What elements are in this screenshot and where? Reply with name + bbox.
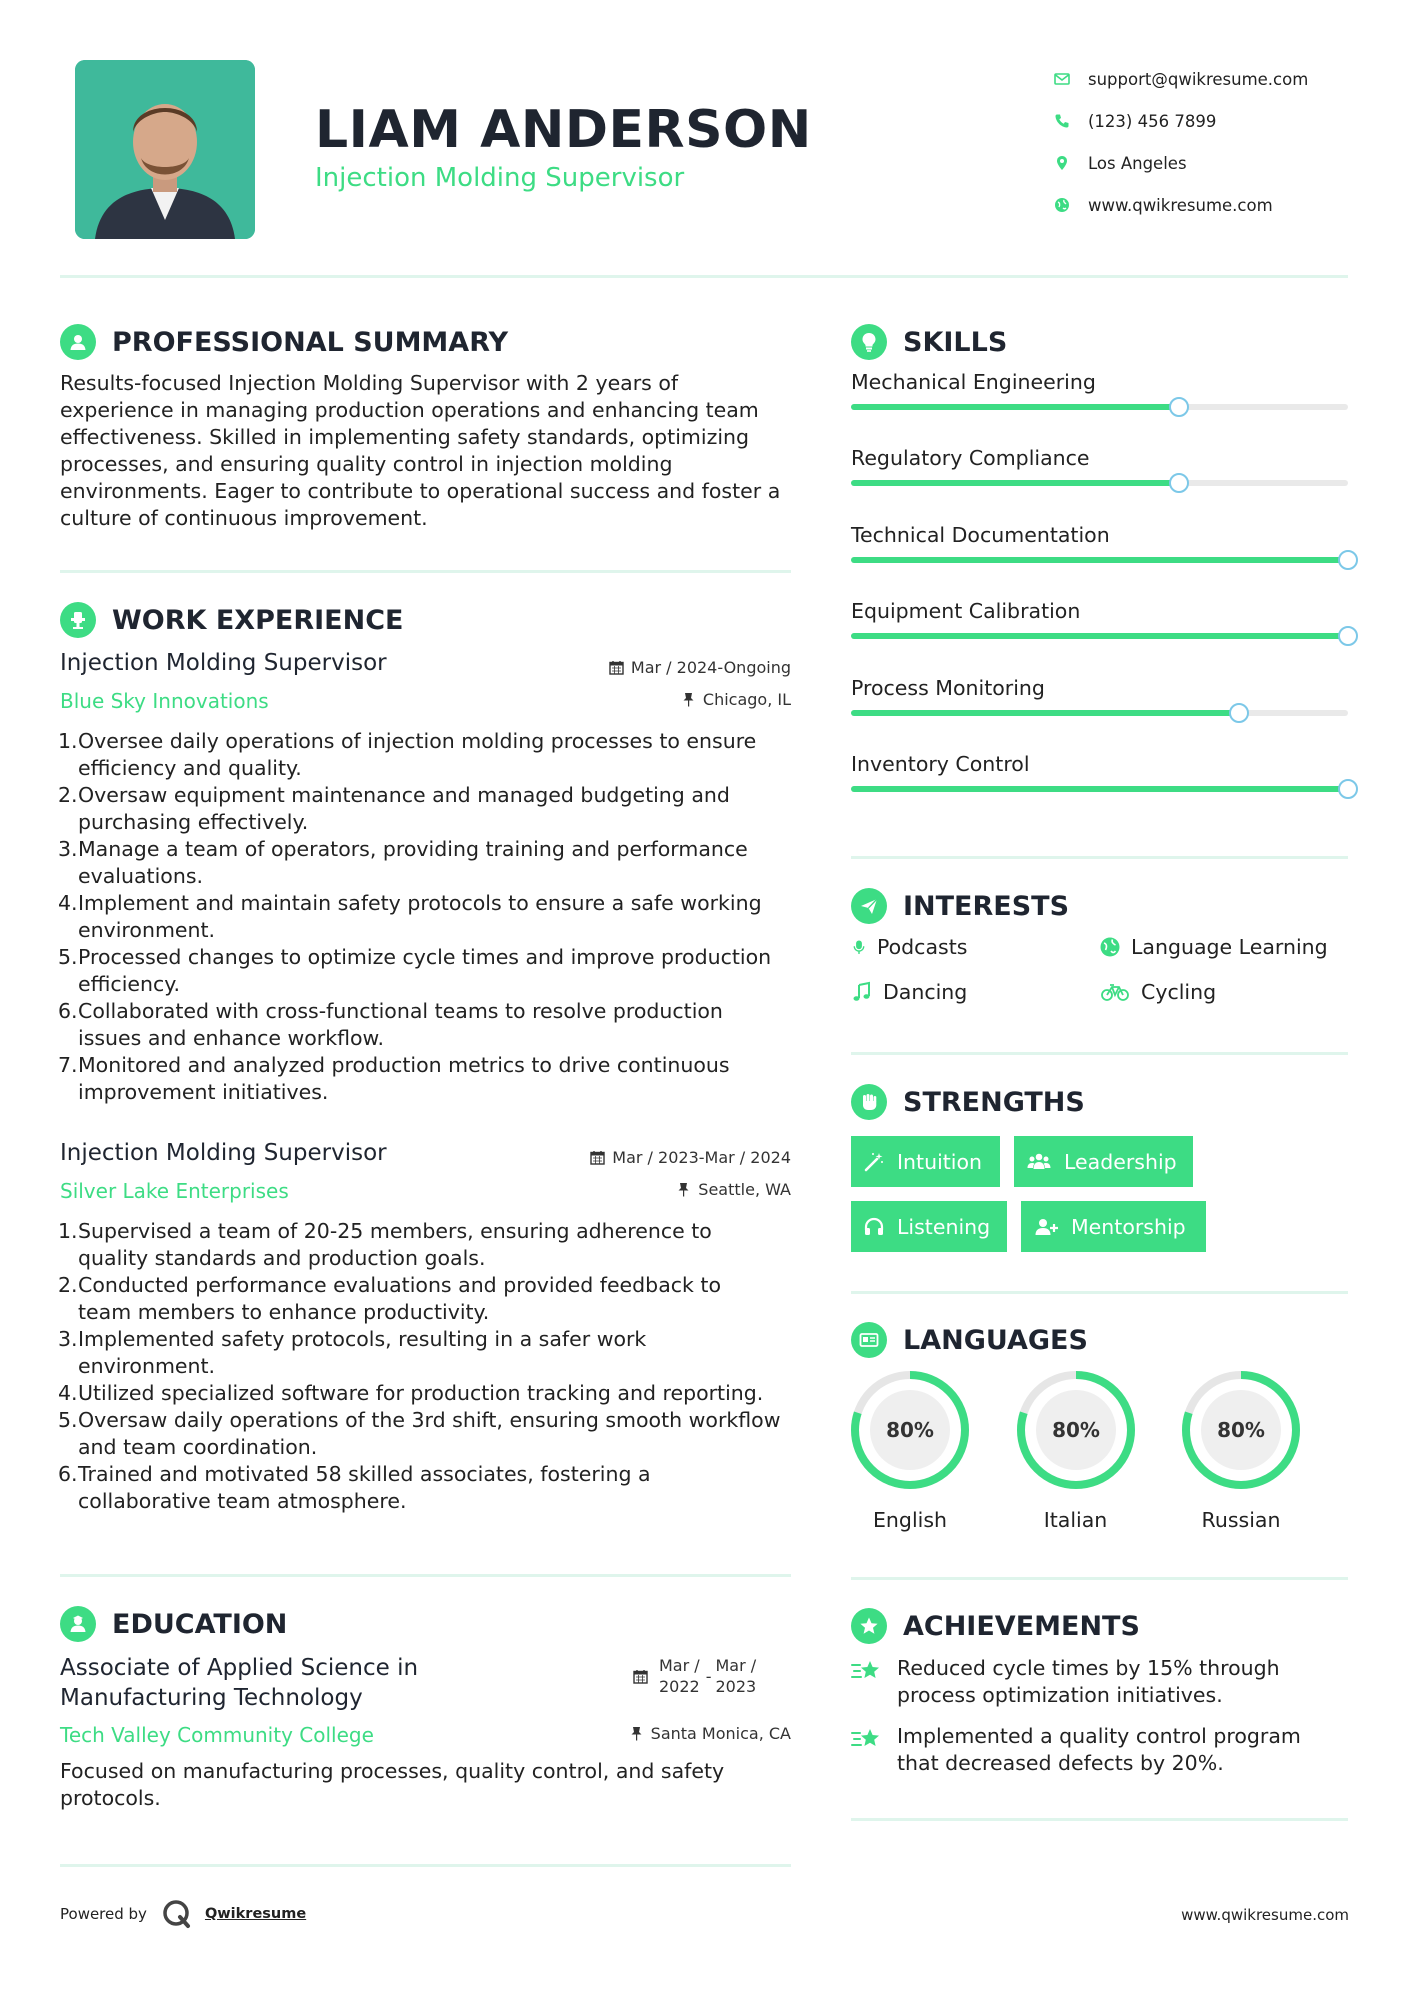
skill-track [851, 786, 1348, 792]
summary-text [60, 370, 800, 532]
user-plus-icon [1033, 1216, 1059, 1238]
interests-title: INTERESTS [903, 890, 1070, 922]
skill-slider-handle [1229, 703, 1249, 723]
language-name: Russian [1201, 1508, 1281, 1532]
contact-email[interactable] [1052, 58, 1372, 100]
job-1-date [609, 658, 791, 677]
gauge-label: 80% [1217, 1418, 1265, 1442]
strength-label: Mentorship [1071, 1214, 1186, 1239]
list-item: 1. Oversee daily operations of injection molding processes to ensure efficiency and quality. [58, 729, 757, 780]
pin-icon [676, 1182, 691, 1197]
language-item [1014, 1368, 1138, 1532]
job-1-title: Injection Molding Supervisor [60, 650, 387, 676]
calendar-icon [590, 1150, 605, 1165]
skill-label: Equipment Calibration [851, 599, 1081, 624]
pin-icon [629, 1726, 644, 1741]
work-divider [60, 1574, 791, 1577]
job-1-company: Blue Sky Innovations [60, 689, 269, 713]
list-item: 3. Implemented safety protocols, resulting in a safer work environment. [58, 1327, 647, 1378]
interests-heading [851, 888, 1069, 924]
microphone-icon [851, 936, 867, 958]
list-item: 2. Conducted performance evaluations and provided feedback to team members to enhance productivity. [58, 1273, 721, 1324]
id-card-icon [851, 1322, 887, 1358]
list-item: 6. Collaborated with cross-functional teams to resolve production issues and enhance workflow. [58, 999, 723, 1050]
summary-line: effectiveness. Skilled in implementing safety standards, optimizing [60, 425, 750, 449]
skill-fill [851, 786, 1348, 792]
profile-photo [75, 60, 255, 239]
skill-slider-handle [1169, 397, 1189, 417]
shooting-star-icon [851, 1657, 885, 1687]
education-date-start: Mar / 2022 [659, 1656, 700, 1696]
education-description: Focused on manufacturing processes, quality control, and safety protocols. [60, 1759, 725, 1810]
interest-language-learning [1099, 935, 1328, 959]
shooting-star-icon [851, 1725, 885, 1755]
pin-icon [681, 692, 696, 707]
strength-mentorship [1021, 1201, 1206, 1252]
skill-slider-handle [1338, 779, 1358, 799]
achievement-line: Reduced cycle times by 15% through [897, 1656, 1280, 1680]
list-item: 6. Trained and motivated 58 skilled associates, fostering a collaborative team atmosphere. [58, 1462, 651, 1513]
strength-label: Intuition [897, 1149, 983, 1174]
summary-line: processes, and ensuring quality control in injection molding [60, 452, 673, 476]
strengths-divider [851, 1291, 1348, 1294]
list-item: 3. Manage a team of operators, providing training and performance evaluations. [58, 837, 748, 888]
language-gauge [848, 1368, 972, 1492]
contact-list [1052, 58, 1372, 226]
contact-phone[interactable] [1052, 100, 1372, 142]
achievement-line: that decreased defects by 20%. [897, 1751, 1224, 1775]
footer-website[interactable]: www.qwikresume.com [1181, 1906, 1349, 1924]
list-item: 4. Implement and maintain safety protocols to ensure a safe working environment. [58, 891, 762, 942]
summary-line: Results-focused Injection Molding Supervisor with 2 years of [60, 371, 679, 395]
achievement-line: Implemented a quality control program [897, 1724, 1301, 1748]
calendar-icon [609, 660, 624, 675]
summary-divider [60, 570, 791, 573]
footer-powered-by [60, 1898, 306, 1930]
candidate-role: Injection Molding Supervisor [315, 163, 685, 193]
user-icon [60, 324, 96, 360]
list-item: 5. Oversaw daily operations of the 3rd shift, ensuring smooth workflow and team coordination. [58, 1408, 781, 1459]
summary-line: culture of continuous improvement. [60, 506, 428, 530]
paper-plane-icon [851, 888, 887, 924]
powered-by-label: Powered by [60, 1905, 147, 1923]
calendar-icon [633, 1669, 648, 1684]
bicycle-icon [1099, 981, 1131, 1003]
interests-divider [851, 1052, 1348, 1055]
strengths-title: STRENGTHS [903, 1086, 1085, 1118]
skill-label: Regulatory Compliance [851, 446, 1090, 471]
skill-label: Technical Documentation [851, 522, 1110, 547]
skills-divider [851, 856, 1348, 859]
skill-label: Inventory Control [851, 752, 1030, 776]
achievement-line: process optimization initiatives. [897, 1683, 1223, 1707]
strength-intuition [851, 1136, 1000, 1187]
skill-label: Mechanical Engineering [851, 370, 1096, 394]
job-1-bullets [60, 728, 800, 1106]
location-icon [1052, 155, 1088, 171]
phone-icon [1052, 113, 1088, 129]
interest-label: Podcasts [877, 935, 968, 959]
skill-track [851, 404, 1348, 410]
list-item: 1. Supervised a team of 20-25 members, ensuring adherence to quality standards and production goals. [58, 1219, 712, 1270]
gauge-label: 80% [1051, 1418, 1100, 1442]
graduate-icon [60, 1606, 96, 1642]
achievements-divider [851, 1818, 1348, 1821]
education-heading [60, 1606, 287, 1642]
skill-slider-handle [1338, 550, 1358, 570]
interest-label: Dancing [883, 980, 968, 1004]
skills-heading [851, 324, 1007, 360]
education-date-end: Mar / 2023 [715, 1656, 757, 1696]
job-2-title: Injection Molding Supervisor [60, 1140, 387, 1166]
skill-fill [851, 633, 1348, 639]
achievements-title: ACHIEVEMENTS [903, 1610, 1140, 1642]
music-note-icon [851, 981, 873, 1003]
candidate-name: LIAM ANDERSON [315, 100, 812, 160]
skill-track [851, 557, 1348, 563]
language-name: Italian [1043, 1508, 1108, 1532]
qwikresume-logo-icon [161, 1898, 193, 1930]
job-2-location-text: Seattle, WA [698, 1180, 791, 1199]
interest-label: Language Learning [1131, 935, 1328, 959]
strength-listening [851, 1201, 1007, 1252]
interest-label: Cycling [1141, 980, 1217, 1004]
education-school: Tech Valley Community College [60, 1723, 374, 1747]
skill-label: Process Monitoring [851, 675, 1045, 700]
interest-cycling [1099, 980, 1216, 1004]
globe-icon [1052, 197, 1088, 213]
achievements-heading [851, 1608, 1140, 1644]
languages-heading [851, 1322, 1088, 1358]
star-icon [851, 1608, 887, 1644]
skill-item [851, 599, 1348, 639]
brand-link[interactable]: Qwikresume [204, 1906, 307, 1922]
skill-fill [851, 710, 1239, 716]
interest-dancing [851, 980, 967, 1004]
education-title: EDUCATION [112, 1608, 288, 1640]
headphones-icon [863, 1216, 885, 1238]
fist-icon [851, 1084, 887, 1120]
skill-item [851, 752, 1348, 792]
job-2-date-text: Mar / 2023-Mar / 2024 [612, 1148, 791, 1167]
contact-location [1052, 142, 1372, 184]
summary-title: PROFESSIONAL SUMMARY [112, 326, 509, 358]
skill-track [851, 480, 1348, 486]
language-gauge [1179, 1368, 1303, 1492]
skills-title: SKILLS [903, 326, 1008, 358]
skill-slider-handle [1338, 626, 1358, 646]
languages-divider [851, 1577, 1348, 1580]
job-2-date [590, 1148, 791, 1167]
gauge-label: 80% [886, 1418, 934, 1442]
job-2-location [676, 1180, 791, 1199]
work-title: WORK EXPERIENCE [112, 604, 404, 636]
list-item: 7. Monitored and analyzed production metrics to drive continuous improvement initiatives. [58, 1053, 730, 1104]
language-item [848, 1368, 972, 1532]
skill-item [851, 370, 1348, 410]
languages-title: LANGUAGES [903, 1324, 1088, 1356]
avatar [75, 60, 255, 239]
interest-podcasts [851, 935, 967, 959]
briefcase-icon [60, 602, 96, 638]
skill-fill [851, 480, 1179, 486]
job-2-bullets [60, 1218, 800, 1515]
strengths-heading [851, 1084, 1085, 1120]
work-heading [60, 602, 403, 638]
education-date [633, 1655, 756, 1697]
contact-email-text: support@qwikresume.com [1088, 69, 1309, 89]
contact-website[interactable] [1052, 184, 1372, 226]
skill-item [851, 523, 1348, 563]
lightbulb-icon [851, 324, 887, 360]
summary-line: environments. Eager to contribute to operational success and foster a [60, 479, 781, 503]
strength-label: Leadership [1064, 1149, 1177, 1174]
job-2-company: Silver Lake Enterprises [60, 1179, 289, 1203]
strength-leadership [1014, 1136, 1193, 1187]
language-name: English [872, 1508, 948, 1532]
skill-track [851, 710, 1348, 716]
magic-wand-icon [863, 1151, 885, 1173]
achievement-item [851, 1723, 1348, 1777]
education-date-separator: - [705, 1666, 712, 1686]
contact-location-text: Los Angeles [1088, 153, 1187, 173]
skill-track [851, 633, 1348, 639]
job-1-date-text: Mar / 2024-Ongoing [630, 658, 791, 677]
education-location-text: Santa Monica, CA [650, 1724, 791, 1743]
summary-line: experience in managing production operations and enhancing team [60, 398, 759, 422]
language-item [1179, 1368, 1303, 1532]
contact-website-text: www.qwikresume.com [1088, 195, 1273, 215]
job-1-location-text: Chicago, IL [702, 690, 791, 709]
header-divider [60, 275, 1348, 278]
language-gauge [1014, 1368, 1138, 1492]
skill-item [851, 676, 1348, 716]
group-icon [1026, 1151, 1052, 1173]
education-degree: Associate of Applied Science in Manufacturing Technology [60, 1655, 419, 1711]
skill-fill [851, 557, 1348, 563]
contact-phone-text: (123) 456 7899 [1088, 111, 1217, 131]
skill-slider-handle [1169, 473, 1189, 493]
education-divider [60, 1864, 791, 1867]
list-item: 4. Utilized specialized software for production tracking and reporting. [58, 1381, 764, 1405]
job-1-location [681, 690, 791, 709]
list-item: 2. Oversaw equipment maintenance and managed budgeting and purchasing effectively. [58, 783, 730, 834]
skill-item [851, 446, 1348, 486]
summary-heading [60, 324, 508, 360]
strength-label: Listening [897, 1214, 991, 1239]
list-item: 5. Processed changes to optimize cycle times and improve production efficiency. [58, 945, 772, 996]
globe-icon [1099, 936, 1121, 958]
skill-fill [851, 404, 1179, 410]
education-location [629, 1724, 791, 1743]
email-icon [1052, 71, 1088, 87]
achievement-item [851, 1655, 1348, 1709]
